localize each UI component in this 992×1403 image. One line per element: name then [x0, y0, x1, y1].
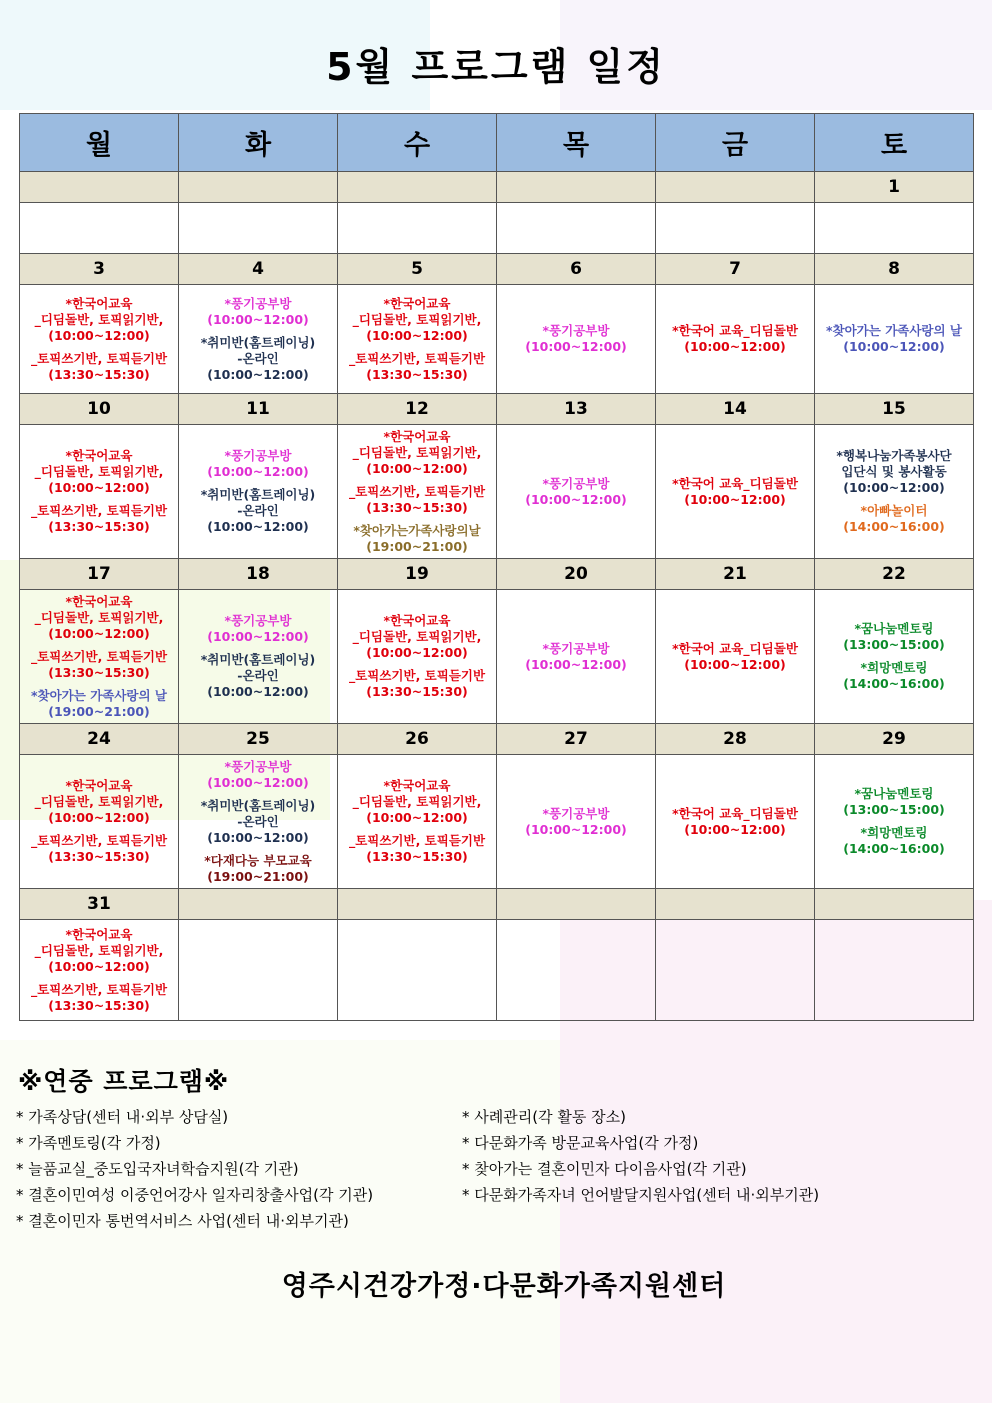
day-cell: [656, 920, 815, 1021]
date-row: [20, 394, 974, 425]
day-cell: [656, 425, 815, 559]
day-cell: [815, 285, 974, 394]
mentoring-event: *꿈나눔멘토링 (13:00~15:00): [843, 621, 945, 652]
day-cell: [179, 755, 338, 889]
mentoring-event: *희망멘토링 (14:00~16:00): [843, 660, 945, 691]
yearround-item: * 다문화가족자녀 언어발달지원사업(센터 내·외부기관): [462, 1186, 820, 1204]
weekday-tue: 화: [179, 114, 338, 172]
event-row: [20, 920, 974, 1021]
weekday-fri: 금: [656, 114, 815, 172]
day-cell: [338, 920, 497, 1021]
dad-playground-event: *아빠놀이터 (14:00~16:00): [843, 503, 945, 534]
korean-class-event: _토픽쓰기반, 토픽듣기반 (13:30~15:30): [348, 350, 486, 382]
event-row: [20, 755, 974, 889]
korean-class-event: _토픽쓰기반, 토픽듣기반 (13:30~15:30): [30, 981, 168, 1013]
korean-class-event: *한국어 교육_디딤돌반 (10:00~12:00): [672, 640, 798, 672]
day-cell: [815, 425, 974, 559]
korean-class-event: _토픽쓰기반, 토픽듣기반 (13:30~15:30): [348, 833, 486, 864]
date-number: 14: [656, 394, 815, 425]
korean-class-event: *한국어 교육_디딤돌반 (10:00~12:00): [672, 805, 798, 837]
korean-class-event: *한국어교육 _디딤돌반, 토픽읽기반, (10:00~12:00): [34, 926, 164, 974]
study-room-event: *풍기공부방 (10:00~12:00): [207, 295, 309, 327]
korean-class-event: _토픽쓰기반, 토픽듣기반 (13:30~15:30): [30, 350, 168, 382]
date-number: 20: [497, 559, 656, 590]
korean-class-event: _토픽쓰기반, 토픽듣기반 (13:30~15:30): [348, 668, 486, 699]
date-number: [497, 172, 656, 203]
day-cell: [20, 920, 179, 1021]
korean-class-event: _토픽쓰기반, 토픽듣기반 (13:30~15:30): [30, 833, 168, 864]
korean-class-event: *한국어교육 _디딤돌반, 토픽읽기반, (10:00~12:00): [34, 295, 164, 343]
date-number: [497, 889, 656, 920]
day-cell: [20, 285, 179, 394]
yearround-item: * 결혼이민자 통번역서비스 사업(센터 내·외부기관): [16, 1212, 349, 1230]
day-cell: [20, 203, 179, 254]
yearround-item: * 다문화가족 방문교육사업(각 가정): [462, 1134, 699, 1152]
hobby-class-event: *취미반(홈트레이닝) -온라인 (10:00~12:00): [200, 334, 316, 382]
mentoring-event: *희망멘토링 (14:00~16:00): [843, 825, 945, 856]
study-room-event: *풍기공부방 (10:00~12:00): [525, 805, 627, 837]
event-row: [20, 425, 974, 559]
event-row: [20, 203, 974, 254]
date-number: 22: [815, 559, 974, 590]
date-number: 12: [338, 394, 497, 425]
date-number: 5: [338, 254, 497, 285]
yearround-item: * 사례관리(각 활동 장소): [462, 1108, 626, 1126]
day-cell: [338, 203, 497, 254]
organization-name: 영주시건강가정·다문화가족지원센터: [281, 1271, 727, 1302]
date-number: 21: [656, 559, 815, 590]
korean-class-event: _토픽쓰기반, 토픽듣기반 (13:30~15:30): [348, 483, 486, 515]
hobby-class-event: *취미반(홈트레이닝) -온라인 (10:00~12:00): [200, 487, 316, 534]
weekday-sat: 토: [815, 114, 974, 172]
date-number: [338, 889, 497, 920]
date-number: 17: [20, 559, 179, 590]
korean-class-event: _토픽쓰기반, 토픽듣기반 (13:30~15:30): [30, 503, 168, 534]
yearround-item: * 가족멘토링(각 가정): [16, 1134, 161, 1152]
study-room-event: *풍기공부방 (10:00~12:00): [207, 448, 309, 479]
day-cell: [179, 285, 338, 394]
weekday-thu: 목: [497, 114, 656, 172]
day-cell: [656, 590, 815, 724]
day-cell: [656, 285, 815, 394]
date-number: 6: [497, 254, 656, 285]
day-cell: [20, 755, 179, 889]
yearround-item: * 찾아가는 결혼이민자 다이음사업(각 기관): [462, 1160, 747, 1178]
volunteer-group-event: *행복나눔가족봉사단 입단식 및 봉사활동 (10:00~12:00): [836, 448, 952, 495]
date-number: [179, 172, 338, 203]
day-cell: [497, 285, 656, 394]
date-number: 1: [815, 172, 974, 203]
day-cell: [497, 203, 656, 254]
date-number: 31: [20, 889, 179, 920]
korean-class-event: *한국어교육 _디딤돌반, 토픽읽기반, (10:00~12:00): [34, 593, 164, 641]
yearround-item: * 늘품교실_중도입국자녀학습지원(각 기관): [16, 1160, 299, 1178]
hobby-class-event: *취미반(홈트레이닝) -온라인 (10:00~12:00): [200, 652, 316, 699]
date-row: [20, 559, 974, 590]
study-room-event: *풍기공부방 (10:00~12:00): [525, 475, 627, 507]
korean-class-event: *한국어교육 _디딤돌반, 토픽읽기반, (10:00~12:00): [34, 448, 164, 495]
date-number: 3: [20, 254, 179, 285]
date-number: [656, 889, 815, 920]
date-number: 11: [179, 394, 338, 425]
day-cell: [497, 920, 656, 1021]
date-number: 27: [497, 724, 656, 755]
day-cell: [338, 590, 497, 724]
date-number: [20, 172, 179, 203]
date-number: 28: [656, 724, 815, 755]
day-cell: [20, 425, 179, 559]
day-cell: [338, 425, 497, 559]
mentoring-event: *꿈나눔멘토링 (13:00~15:00): [843, 786, 945, 817]
day-cell: [179, 203, 338, 254]
day-cell: [20, 590, 179, 724]
korean-class-event: *한국어교육 _디딤돌반, 토픽읽기반, (10:00~12:00): [34, 778, 164, 825]
korean-class-event: *한국어교육 _디딤돌반, 토픽읽기반, (10:00~12:00): [352, 295, 482, 343]
day-cell: [179, 590, 338, 724]
weekday-mon: 월: [20, 114, 179, 172]
weekday-header-row: [20, 114, 974, 172]
family-love-day-event: *찾아가는 가족사랑의 날 (19:00~21:00): [31, 687, 167, 719]
day-cell: [497, 755, 656, 889]
family-love-day-event: *찾아가는가족사랑의날 (19:00~21:00): [353, 522, 481, 554]
korean-class-event: *한국어 교육_디딤돌반 (10:00~12:00): [672, 323, 798, 354]
study-room-event: *풍기공부방 (10:00~12:00): [207, 613, 309, 644]
day-cell: [815, 590, 974, 724]
calendar-table: [19, 113, 974, 1021]
day-cell: [815, 203, 974, 254]
date-number: 10: [20, 394, 179, 425]
date-number: [656, 172, 815, 203]
date-number: 15: [815, 394, 974, 425]
korean-class-event: *한국어 교육_디딤돌반 (10:00~12:00): [672, 475, 798, 507]
date-row: [20, 254, 974, 285]
date-row: [20, 889, 974, 920]
date-number: [338, 172, 497, 203]
hobby-class-event: *취미반(홈트레이닝) -온라인 (10:00~12:00): [200, 797, 316, 845]
date-number: 4: [179, 254, 338, 285]
study-room-event: *풍기공부방 (10:00~12:00): [525, 640, 627, 672]
date-number: [179, 889, 338, 920]
day-cell: [815, 755, 974, 889]
study-room-event: *풍기공부방 (10:00~12:00): [207, 758, 309, 790]
day-cell: [497, 590, 656, 724]
korean-class-event: *한국어교육 _디딤돌반, 토픽읽기반, (10:00~12:00): [352, 778, 482, 825]
korean-class-event: *한국어교육 _디딤돌반, 토픽읽기반, (10:00~12:00): [352, 613, 482, 660]
date-number: 7: [656, 254, 815, 285]
day-cell: [179, 425, 338, 559]
page-title: 5월 프로그램 일정: [326, 45, 666, 89]
korean-class-event: *한국어교육 _디딤돌반, 토픽읽기반, (10:00~12:00): [352, 428, 482, 476]
date-row: [20, 724, 974, 755]
yearround-item: * 결혼이민여성 이중언어강사 일자리창출사업(각 기관): [16, 1186, 374, 1204]
date-number: 19: [338, 559, 497, 590]
yearround-list-left: [16, 1104, 373, 1234]
day-cell: [815, 920, 974, 1021]
date-number: 13: [497, 394, 656, 425]
event-row: [20, 590, 974, 724]
day-cell: [179, 920, 338, 1021]
date-number: [815, 889, 974, 920]
family-love-day-event: *찾아가는 가족사랑의 날 (10:00~12:00): [826, 323, 962, 354]
day-cell: [656, 203, 815, 254]
date-row: [20, 172, 974, 203]
date-number: 18: [179, 559, 338, 590]
day-cell: [338, 755, 497, 889]
event-row: [20, 285, 974, 394]
date-number: 24: [20, 724, 179, 755]
yearround-title: ※연중 프로그램※: [18, 1067, 230, 1096]
parent-education-event: *다재다능 부모교육 (19:00~21:00): [204, 852, 312, 884]
study-room-event: *풍기공부방 (10:00~12:00): [525, 323, 627, 354]
date-number: 29: [815, 724, 974, 755]
day-cell: [497, 425, 656, 559]
date-number: 26: [338, 724, 497, 755]
date-number: 8: [815, 254, 974, 285]
weekday-wed: 수: [338, 114, 497, 172]
day-cell: [338, 285, 497, 394]
date-number: 25: [179, 724, 338, 755]
korean-class-event: _토픽쓰기반, 토픽듣기반 (13:30~15:30): [30, 648, 168, 680]
yearround-item: * 가족상담(센터 내·외부 상담실): [16, 1108, 229, 1126]
day-cell: [656, 755, 815, 889]
yearround-list-right: [462, 1104, 819, 1208]
